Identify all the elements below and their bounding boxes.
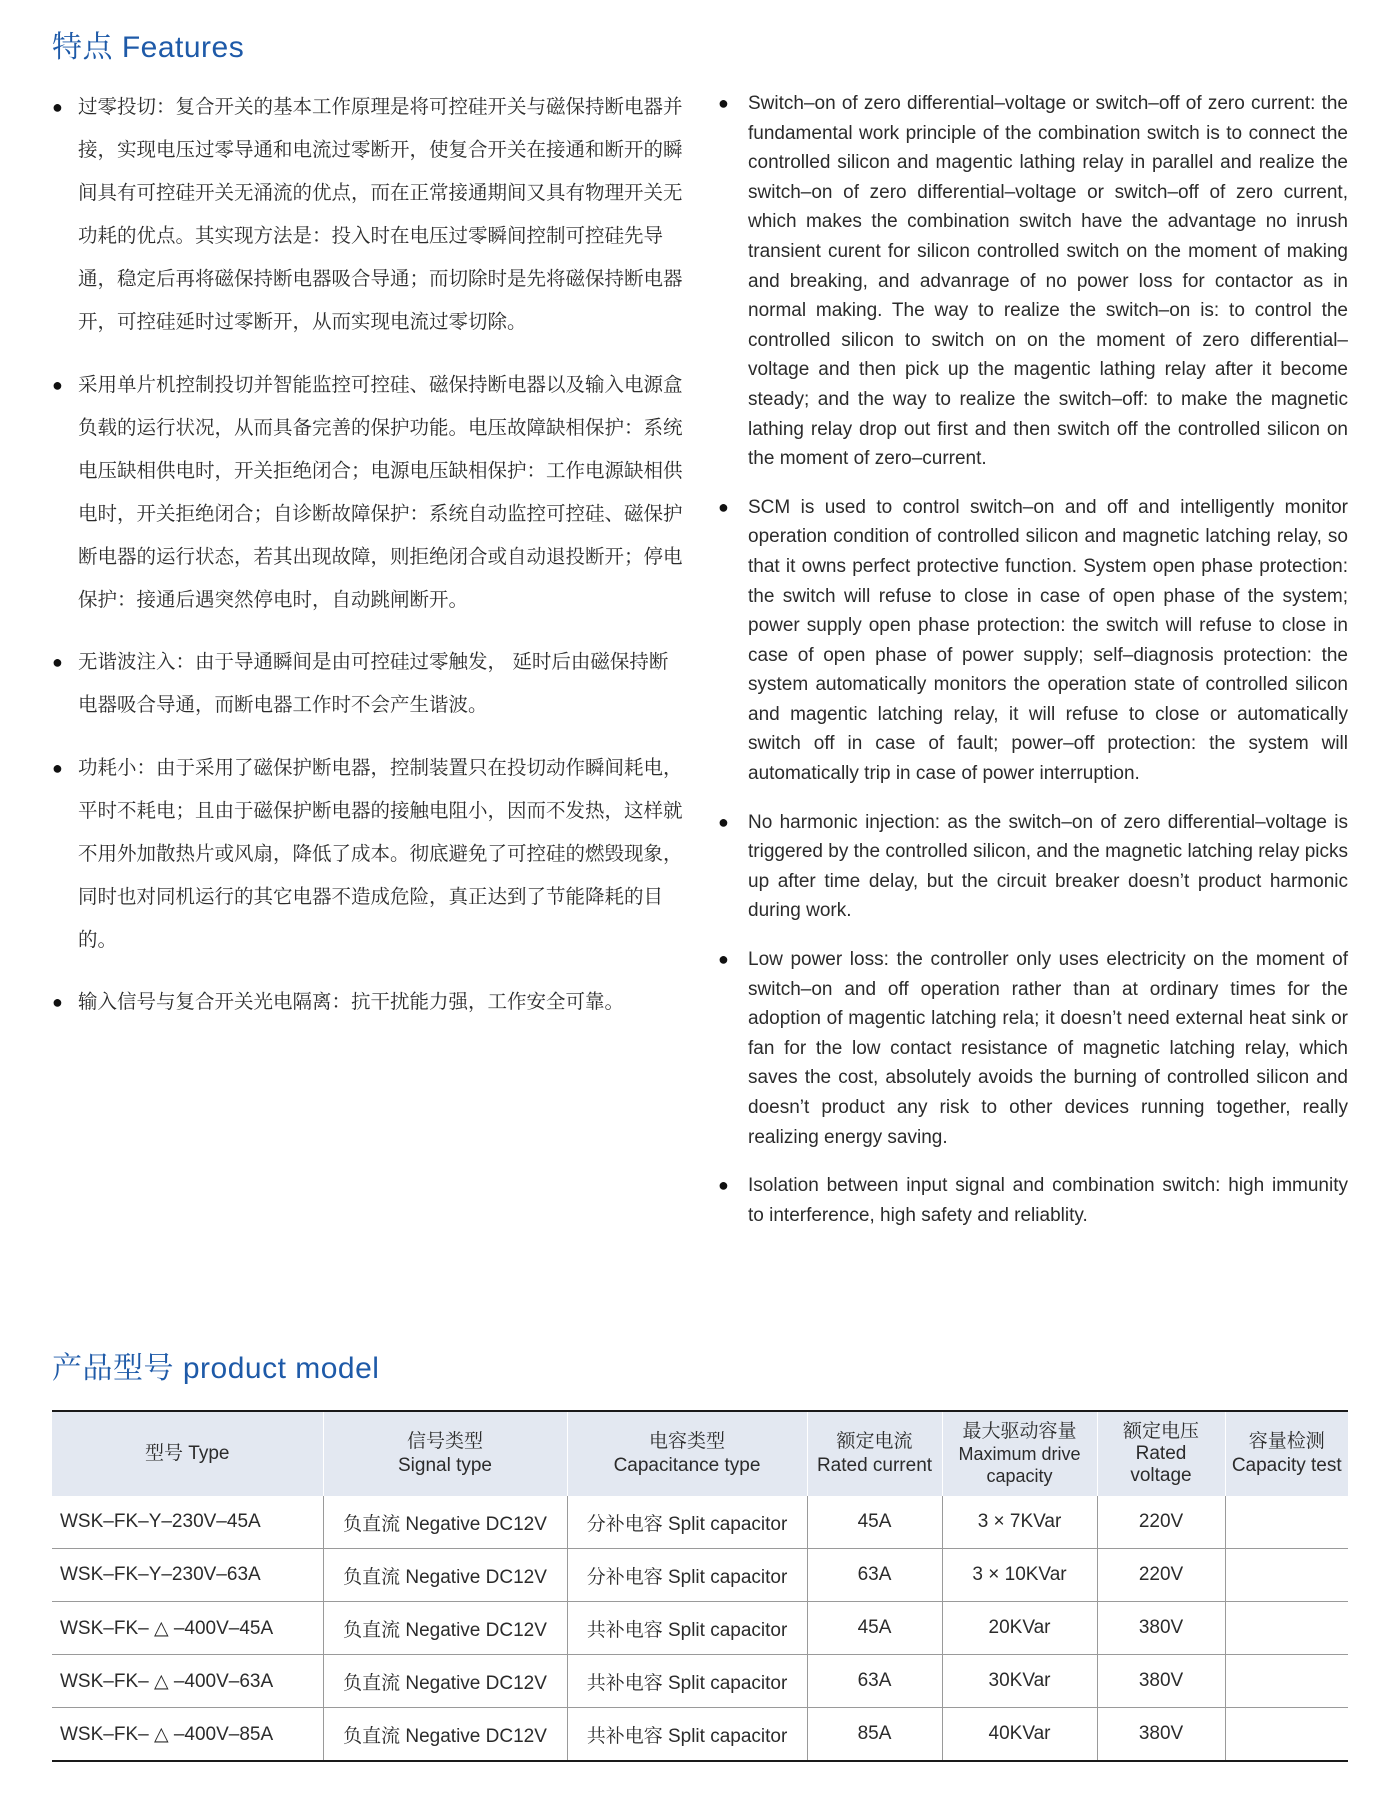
table-row bbox=[52, 1549, 1348, 1602]
feature-cn-item: ● 输入信号与复合开关光电隔离：抗干扰能力强，工作安全可靠。 bbox=[52, 981, 684, 1024]
cell-signal-type: 负直流 Negative DC12V bbox=[323, 1549, 567, 1602]
cell-rated-current: 45A bbox=[807, 1602, 942, 1655]
cell-signal-type: 负直流 Negative DC12V bbox=[323, 1655, 567, 1708]
cell-capacity-test bbox=[1225, 1655, 1348, 1708]
header-capacity-test: 容量检测 Capacity test bbox=[1225, 1411, 1348, 1496]
features-chinese-column bbox=[52, 86, 684, 1032]
cell-rated-voltage: 380V bbox=[1097, 1602, 1225, 1655]
header-rated-voltage: 额定电压 Rated voltage bbox=[1097, 1411, 1225, 1496]
cell-type: WSK–FK–Y–230V–45A bbox=[52, 1496, 323, 1549]
table-row bbox=[52, 1496, 1348, 1549]
cell-signal-type: 负直流 Negative DC12V bbox=[323, 1708, 567, 1762]
feature-en-item: ● Switch–on of zero differential–voltage or switch–off of zero current: the fundamental work principle of the combination switch is to connect the controlled silicon and magentic lathing relay in parallel and realize the switch–on of zero differential–voltage or switch–off of zero current, which makes the combination switch have the advantage no inrush transient curent for silicon controlled switch on the moment of making and breaking, and advanrage of no power loss for contactor as in normal making. The way to realize the switch–on is: to control the controlled silicon to switch on on the moment of zero differential–voltage and then pick up the magentic lathing relay after it become steady; and the way to realize the switch–off: to make the magnetic lathing relay drop out first and then switch off the controlled silicon on the moment of zero–current. bbox=[718, 89, 1348, 474]
cell-capacity-test bbox=[1225, 1708, 1348, 1762]
feature-en-item: ● SCM is used to control switch–on and off and intelligently monitor operation condition of controlled silicon and magnetic latching relay, so that it owns perfect protective function. System open phase protection: the switch will refuse to close in case of open phase of the system; power supply open phase protection: the switch will refuse to close in case of open phase of power supply; self–diagnosis protection: the system automatically monitors the operation state of controlled silicon and magentic latching relay, it will refuse to close or automatically switch off in case of fault; power–off protection: the system will automatically trip in case of power interruption. bbox=[718, 493, 1348, 789]
product-model-table bbox=[52, 1410, 1348, 1762]
cell-rated-current: 85A bbox=[807, 1708, 942, 1762]
cell-rated-current: 45A bbox=[807, 1496, 942, 1549]
cell-signal-type: 负直流 Negative DC12V bbox=[323, 1496, 567, 1549]
feature-cn-item: ● 采用单片机控制投切并智能监控可控硅、磁保持断电器以及输入电源盒负载的运行状况，从而具备完善的保护功能。电压故障缺相保护：系统电压缺相供电时，开关拒绝闭合；电源电压缺相保护：工作电源缺相供电时，开关拒绝闭合；自诊断故障保护：系统自动监控可控硅、磁保护断电器的运行状态，若其出现故障，则拒绝闭合或自动退投断开；停电保护：接通后遇突然停电时，自动跳闸断开。 bbox=[52, 364, 684, 622]
feature-en-item: ● No harmonic injection: as the switch–on of zero differential–voltage is triggered by the controlled silicon, and the magnetic latching relay picks up after time delay, but the circuit breaker doesn’t product harmonic during work. bbox=[718, 808, 1348, 926]
header-max-drive-capacity: 最大驱动容量 Maximum drive capacity bbox=[942, 1411, 1097, 1496]
cell-type: WSK–FK– △ –400V–45A bbox=[52, 1602, 323, 1655]
table-row bbox=[52, 1708, 1348, 1762]
cell-max-drive-capacity: 20KVar bbox=[942, 1602, 1097, 1655]
header-rated-current: 额定电流 Rated current bbox=[807, 1411, 942, 1496]
cell-capacitance-type: 分补电容 Split capacitor bbox=[567, 1496, 807, 1549]
table-row bbox=[52, 1655, 1348, 1708]
feature-cn-item: ● 过零投切：复合开关的基本工作原理是将可控硅开关与磁保持断电器并 接，实现电压过零导通和电流过零断开，使复合开关在接通和断开的瞬间具有可控硅开关无涌流的优点，而在正常接通期间又具有物理开关无功耗的优点。其实现方法是：投入时在电压过零瞬间控制可控硅先导通，稳定后再将磁保持断电器吸合导通；而切除时是先将磁保持断电器开，可控硅延时过零断开，从而实现电流过零切除。 bbox=[52, 86, 684, 344]
cell-max-drive-capacity: 40KVar bbox=[942, 1708, 1097, 1762]
feature-en-item: ● Isolation between input signal and combination switch: high immunity to interference, high safety and reliablity. bbox=[718, 1171, 1348, 1230]
feature-en-item: ● Low power loss: the controller only uses electricity on the moment of switch–on and off operation rather than at ordinary times for the adoption of magentic latching rela; it doesn’t need external heat sink or fan for the low contact resistance of magnetic latching relay, which saves the cost, absolutely avoids the burning of controlled silicon and doesn’t product any risk to other devices running together, really realizing energy saving. bbox=[718, 945, 1348, 1152]
cell-type: WSK–FK–Y–230V–63A bbox=[52, 1549, 323, 1602]
feature-cn-item: ● 无谐波注入：由于导通瞬间是由可控硅过零触发， 延时后由磁保持断电器吸合导通，而断电器工作时不会产生谐波。 bbox=[52, 641, 684, 727]
cell-rated-current: 63A bbox=[807, 1549, 942, 1602]
cell-rated-voltage: 220V bbox=[1097, 1549, 1225, 1602]
cell-capacity-test bbox=[1225, 1496, 1348, 1549]
cell-capacitance-type: 共补电容 Split capacitor bbox=[567, 1602, 807, 1655]
cell-max-drive-capacity: 3 × 10KVar bbox=[942, 1549, 1097, 1602]
header-capacitance-type: 电容类型 Capacitance type bbox=[567, 1411, 807, 1496]
cell-capacity-test bbox=[1225, 1602, 1348, 1655]
cell-type: WSK–FK– △ –400V–85A bbox=[52, 1708, 323, 1762]
table-row bbox=[52, 1602, 1348, 1655]
cell-rated-voltage: 380V bbox=[1097, 1708, 1225, 1762]
header-signal-type: 信号类型 Signal type bbox=[323, 1411, 567, 1496]
cell-max-drive-capacity: 3 × 7KVar bbox=[942, 1496, 1097, 1549]
cell-signal-type: 负直流 Negative DC12V bbox=[323, 1602, 567, 1655]
header-type: 型号 Type bbox=[52, 1411, 323, 1496]
product-model-title: 产品型号 product model bbox=[52, 1352, 380, 1385]
cell-capacitance-type: 共补电容 Split capacitor bbox=[567, 1655, 807, 1708]
table-header-row bbox=[52, 1411, 1348, 1496]
cell-rated-current: 63A bbox=[807, 1655, 942, 1708]
features-title: 特点 Features bbox=[52, 31, 245, 64]
features-english-column bbox=[718, 89, 1348, 1236]
cell-type: WSK–FK– △ –400V–63A bbox=[52, 1655, 323, 1708]
cell-capacitance-type: 分补电容 Split capacitor bbox=[567, 1549, 807, 1602]
cell-capacity-test bbox=[1225, 1549, 1348, 1602]
cell-rated-voltage: 220V bbox=[1097, 1496, 1225, 1549]
cell-capacitance-type: 共补电容 Split capacitor bbox=[567, 1708, 807, 1762]
cell-max-drive-capacity: 30KVar bbox=[942, 1655, 1097, 1708]
feature-cn-item: ● 功耗小：由于采用了磁保护断电器，控制装置只在投切动作瞬间耗电，平时不耗电；且由于磁保护断电器的接触电阻小，因而不发热，这样就不用外加散热片或风扇，降低了成本。彻底避免了可控硅的燃毁现象，同时也对同机运行的其它电器不造成危险，真正达到了节能降耗的目的。 bbox=[52, 747, 684, 962]
cell-rated-voltage: 380V bbox=[1097, 1655, 1225, 1708]
